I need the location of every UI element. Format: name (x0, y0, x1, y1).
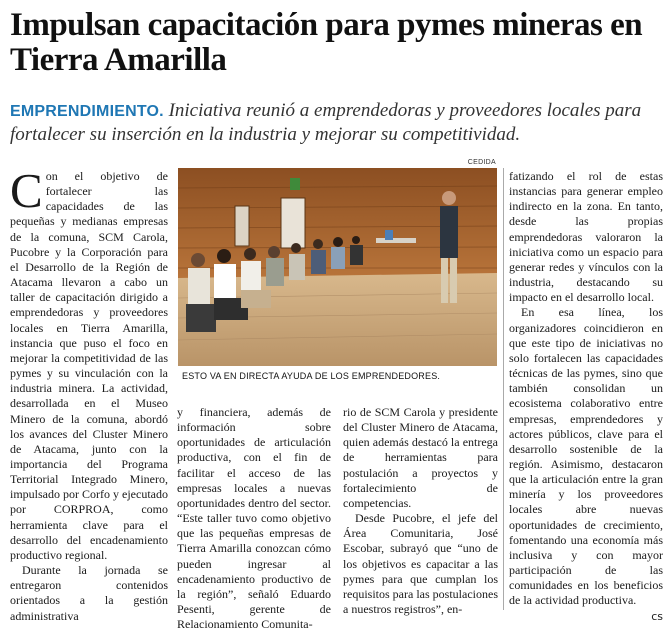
column-rule (503, 168, 504, 610)
paragraph-3-end: fatizando el rol de estas instancias para generar empleo indirecto en la zona. En tanto, desde las propias emprendedoras valoraron la iniciativa como un espacio para generar redes y vínculos con la industria, destacando su impacto en el desarrollo local. (509, 169, 663, 305)
paragraph-3-start: Desde Pucobre, el jefe del Área Comunitaria, José Escobar, subrayó que “uno de los objetivos es capacitar a las pymes para que cumplan los requisitos para las postulaciones a nuestros registros”, en- (343, 511, 498, 617)
column-1 (10, 163, 168, 624)
photo-credit: CEDIDA (467, 159, 496, 166)
deck (10, 99, 660, 146)
paragraph-2-continued: y financiera, además de información sobre oportunidades de articulación productiva, con el fin de facilitar el acceso de las empresas locales a nuevas oportunidades dentro del sector. “Este taller tuvo como objetivo que las pequeñas empresas de Tierra Amarilla conozcan cómo pueden ingresar al encadenamiento productivo de la región”, señaló Eduardo Pesenti, gerente de Relacionamiento Comunita- (177, 405, 331, 632)
paragraph-1 (10, 163, 168, 563)
event-photo (178, 168, 497, 366)
column-4 (509, 169, 663, 624)
photo-caption: ESTO VA EN DIRECTA AYUDA DE LOS EMPRENDEDORES. (182, 371, 441, 381)
deck-text: Iniciativa reunió a emprendedoras y proveedores locales para fortalecer su inserción en la industria y mejorar su competitividad. (10, 100, 642, 145)
paragraph-2-end: rio de SCM Carola y presidente del Cluster Minero de Atacama, quien además destacó la entrega de herramientas para postulación a proyectos y fortalecimiento de competencias. (343, 405, 498, 510)
paragraph-2-start: Durante la jornada se entregaron contenidos orientados a la gestión administrativa (10, 563, 168, 623)
headline: Impulsan capacitación para pymes mineras en Tierra Amarilla (10, 7, 643, 78)
column-3 (343, 405, 498, 617)
paragraph-4 (509, 305, 663, 623)
end-mark-icon: cs (651, 609, 663, 623)
paragraph-1-text: on el objetivo de fortalecer las capacidades de las pequeñas y medianas empresas de la comuna, SCM Carola, Pucobre y la Corporación para el Desarrollo de la Región de Atacama llevaron a cabo un taller de capacitación dirigido a emprendedoras y proveedores locales en Tierra Amarilla, instancia que puso el foco en mejorar la competitividad de las pymes y su vinculación con la industria minera. La actividad, desarrollada en el Museo Minero de la comuna, abordó los avances del Cluster Minero de Atacama, junto con la importancia del Programa Territorial Integrado Minero, impulsado por Corfo y ejecutado por CORPROA, como herramienta clave para el desarrollo del encadenamiento productivo regional. (10, 169, 168, 562)
drop-cap: C (10, 163, 43, 218)
section-kicker: EMPRENDIMIENTO. (10, 103, 164, 120)
column-2 (177, 405, 331, 632)
paragraph-4-text: En esa línea, los organizadores coincidieron en que este tipo de iniciativas no solo fortalecen las capacidades técnicas de las pymes, sino que también consolidan un ecosistema colaborativo entre empresas, emprendedores y actores públicos, clave para el desarrollo sostenible de la región. Asimismo, destacaron que la articulación entre la gran minería y los proveedores locales abre nuevas oportunidades de crecimiento, fomentando una economía más inclusiva y con mayor participación de las comunidades en los beneficios de la actividad productiva. (509, 305, 663, 608)
